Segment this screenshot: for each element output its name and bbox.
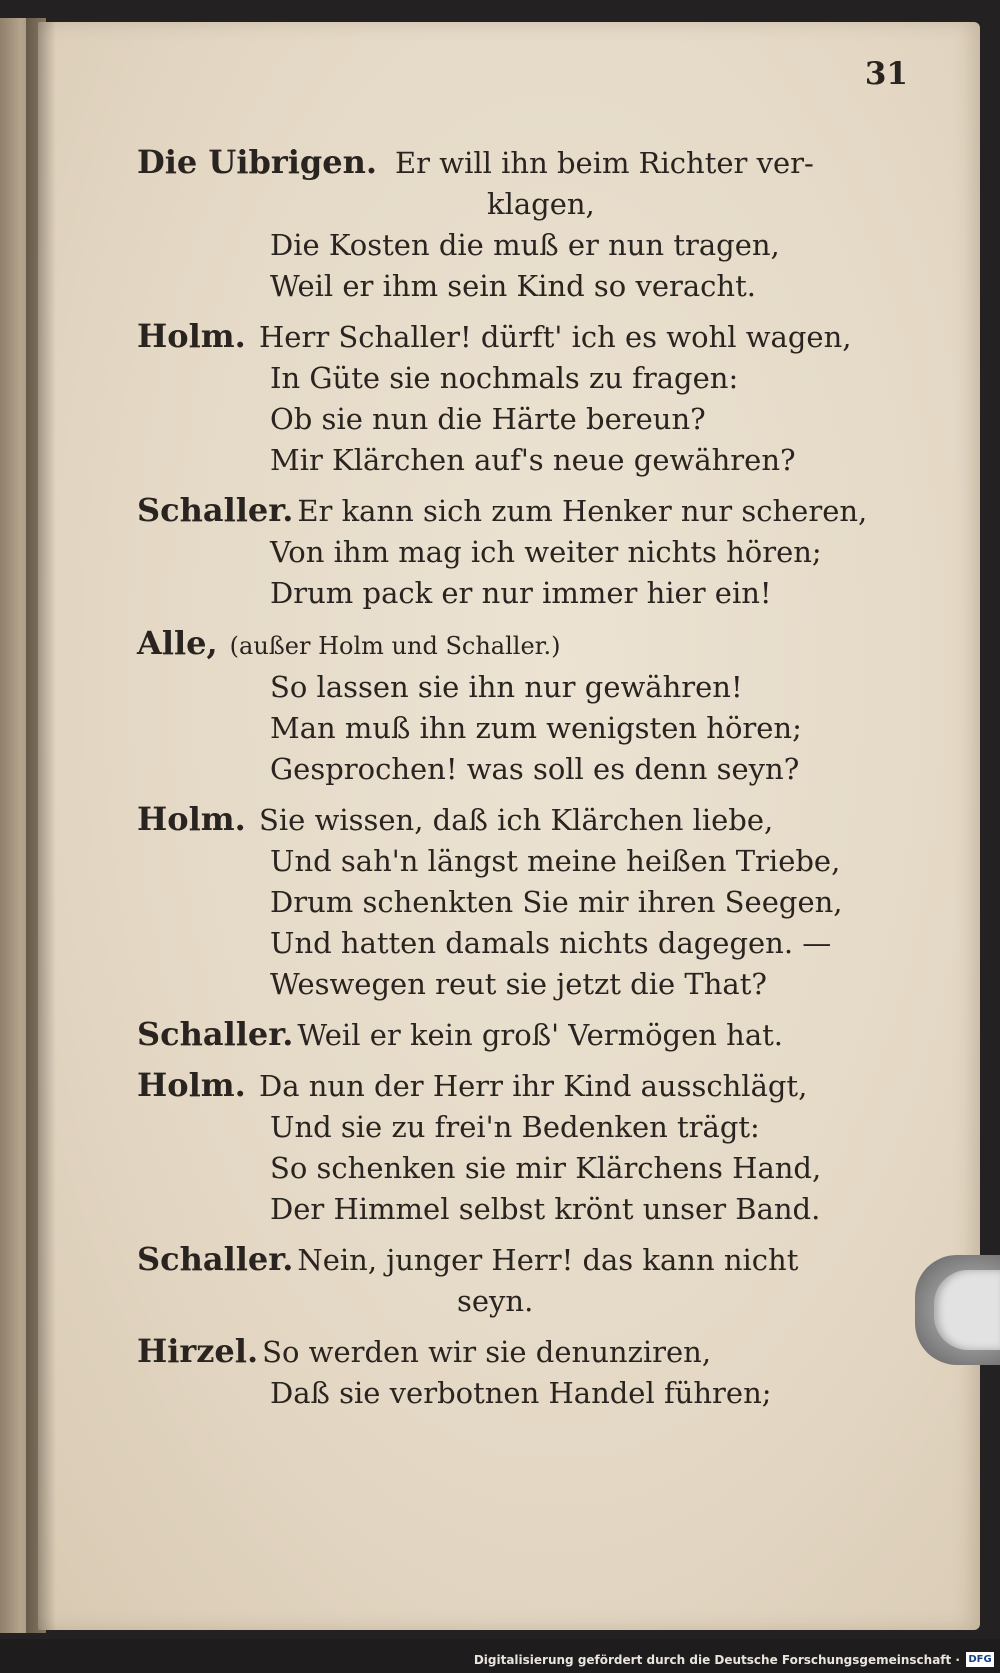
dialogue-entry [137, 1065, 877, 1230]
speaker-name: Holm. [137, 1066, 246, 1104]
funding-credit: Digitalisierung gefördert durch die Deutsche Forschungsgemeinschaft · [473, 1653, 960, 1667]
verse-line: Herr Schaller! dürft' ich es wohl wagen, [259, 320, 852, 354]
verse-line: Er kann sich zum Henker nur scheren, [297, 494, 868, 528]
speaker-name: Die Uibrigen. [137, 143, 377, 181]
verse-continuation: klagen, [487, 187, 595, 221]
dialogue-entry [137, 623, 877, 790]
dialogue-first-line [137, 623, 877, 667]
verse-line: Die Kosten die muß er nun tragen, [270, 228, 780, 262]
speaker-name: Schaller. [137, 491, 294, 529]
verse-line: Ob sie nun die Härte bereun? [270, 402, 706, 436]
dialogue-entry [137, 490, 877, 614]
verse-line: Man muß ihn zum wenigsten hören; [270, 711, 802, 745]
page-clip-inner [934, 1270, 1000, 1350]
dialogue-first-line [137, 1331, 877, 1373]
verse-line: Er will ihn beim Richter ver- [395, 146, 814, 180]
dfg-logo: DFG [966, 1652, 994, 1667]
verse-line: So schenken sie mir Klärchens Hand, [270, 1151, 822, 1185]
verse-line: In Güte sie nochmals zu fragen: [270, 361, 739, 395]
dialogue-first-line [137, 490, 877, 532]
speaker-name: Holm. [137, 317, 246, 355]
verse-line: Weswegen reut sie jetzt die That? [270, 967, 767, 1001]
speaker-name: Hirzel. [137, 1332, 259, 1370]
speaker-name: Schaller. [137, 1240, 294, 1278]
gutter-shadow [26, 18, 56, 1633]
verse-line: Von ihm mag ich weiter nichts hören; [270, 535, 822, 569]
verse-line: Da nun der Herr ihr Kind ausschlägt, [259, 1069, 808, 1103]
verse-line: Nein, junger Herr! das kann nicht [297, 1243, 799, 1277]
footer-bar [0, 1639, 1000, 1673]
dialogue-entry [137, 1014, 877, 1056]
page-number: 31 [864, 56, 908, 92]
verse-line: Sie wissen, daß ich Klärchen liebe, [259, 803, 774, 837]
dialogue-first-line [137, 1065, 877, 1107]
dialogue-first-line [137, 1239, 877, 1281]
verse-line: Drum pack er nur immer hier ein! [270, 576, 772, 610]
dialogue-entry [137, 1331, 877, 1414]
verse-line: Weil er kein groß' Vermögen hat. [297, 1018, 784, 1052]
dialogue-entry [137, 799, 877, 1005]
verse-line: So werden wir sie denunziren, [262, 1335, 712, 1369]
dialogue-first-line [137, 1014, 877, 1056]
dialogue-first-line [137, 799, 877, 841]
verse-line: Und hatten damals nichts dagegen. — [270, 926, 832, 960]
stage-direction: (außer Holm und Schaller.) [229, 632, 561, 660]
verse-line: Drum schenkten Sie mir ihren Seegen, [270, 885, 843, 919]
speaker-name: Alle, [137, 624, 218, 662]
verse-line: Mir Klärchen auf's neue gewähren? [270, 443, 796, 477]
verse-line: Der Himmel selbst krönt unser Band. [270, 1192, 821, 1226]
verse-continuation: seyn. [457, 1284, 534, 1318]
verse-line: Daß sie verbotnen Handel führen; [270, 1376, 772, 1410]
play-text [137, 142, 877, 1423]
verse-line: So lassen sie ihn nur gewähren! [270, 670, 743, 704]
dialogue-first-line [137, 316, 877, 358]
verse-line: Und sah'n längst meine heißen Triebe, [270, 844, 841, 878]
dialogue-entry [137, 316, 877, 481]
verse-line: Gesprochen! was soll es denn seyn? [270, 752, 800, 786]
dialogue-entry [137, 1239, 877, 1322]
speaker-name: Holm. [137, 800, 246, 838]
dialogue-first-line [137, 142, 877, 184]
dialogue-entry [137, 142, 877, 307]
verse-line: Weil er ihm sein Kind so veracht. [270, 269, 756, 303]
verse-line: Und sie zu frei'n Bedenken trägt: [270, 1110, 760, 1144]
speaker-name: Schaller. [137, 1015, 294, 1053]
